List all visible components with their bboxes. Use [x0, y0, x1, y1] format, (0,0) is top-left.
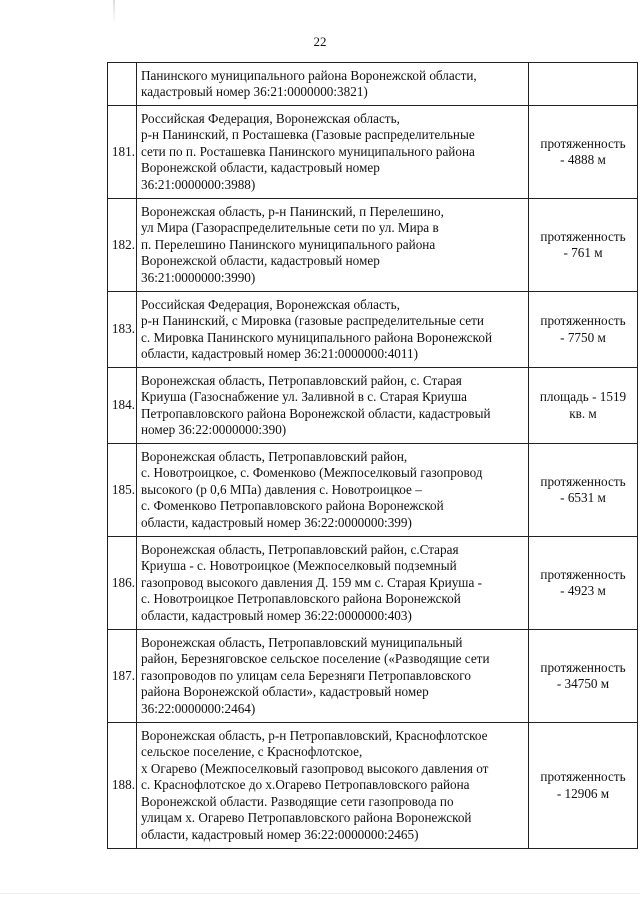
extent-line: - 7750 м: [560, 329, 606, 345]
description-line: кадастровый номер 36:21:0000000:3821): [141, 84, 368, 99]
description-line: Воронежская область, Петропавловский район,: [141, 448, 408, 464]
description-line: области, кадастровый номер 36:21:0000000:4011): [141, 345, 418, 361]
property-description-cell: [137, 630, 529, 723]
row-number: 186.: [108, 537, 137, 630]
extent-line: - 34750 м: [556, 676, 610, 691]
extent-line: протяженность: [540, 473, 626, 489]
table-row: [108, 63, 638, 106]
row-number: 184.: [108, 368, 137, 444]
description-line: Воронежской области, кадастровый номер: [141, 160, 380, 176]
property-description-cell: [137, 723, 529, 849]
property-extent-cell: [529, 630, 638, 723]
extent-line: протяженность: [540, 769, 626, 785]
registry-table-body: [108, 63, 638, 849]
property-extent-cell: [529, 368, 638, 444]
extent-line: площадь - 1519: [539, 389, 627, 405]
extent-line: - 12906 м: [556, 785, 610, 801]
description-line: Криуша - с. Новотроицкое (Межпоселковый подземный: [141, 558, 457, 574]
description-line: Воронежская область, р-н Петропавловский, Краснофлотское: [141, 728, 488, 744]
description-line: Российская Федерация, Воронежская область,: [141, 296, 400, 312]
description-line: п. Перелешино Панинского муниципального района: [141, 236, 436, 252]
description-line: Воронежская область, Петропавловский район, с.Старая: [141, 541, 459, 557]
row-number: [108, 63, 137, 106]
extent-line: - 761 м: [563, 245, 603, 260]
row-number: 183.: [108, 292, 137, 368]
description-line: области, кадастровый номер 36:22:0000000:399): [141, 514, 412, 530]
description-line: номер 36:22:0000000:390): [141, 421, 287, 437]
table-row: [108, 106, 638, 199]
description-line: район, Березняговское сельское поселение («Разводящие сети: [141, 651, 490, 667]
table-row: [108, 444, 638, 537]
property-extent-cell: [529, 444, 638, 537]
description-line: сельское поселение, с Краснофлотское,: [141, 744, 363, 760]
extent-line: протяженность: [540, 659, 626, 675]
description-line: 36:21:0000000:3990): [141, 269, 256, 285]
scan-artifact-line: [0, 893, 640, 894]
extent-line: протяженность: [540, 566, 626, 582]
description-line: области, кадастровый номер 36:22:0000000:403): [141, 607, 412, 623]
row-number: 185.: [108, 444, 137, 537]
description-line: района Воронежской области», кадастровый номер: [141, 684, 429, 700]
page-number: 22: [313, 34, 327, 49]
property-registry-table: [107, 62, 638, 849]
table-row: [108, 199, 638, 292]
property-description-cell: [137, 444, 529, 537]
description-line: с. Новотроицкое Петропавловского района Воронежской: [141, 591, 461, 607]
property-extent-cell: [529, 106, 638, 199]
property-extent-cell: [529, 63, 638, 106]
description-line: Воронежская область, р-н Панинский, п Перелешино,: [141, 203, 444, 219]
table-row: [108, 292, 638, 368]
row-number: 181.: [108, 106, 137, 199]
description-line: высокого (р 0,6 МПа) давления с. Новотроицкое –: [141, 481, 422, 497]
description-line: Российская Федерация, Воронежская область,: [141, 110, 400, 126]
description-line: х Огарево (Межпоселковый газопровод высокого давления от: [141, 760, 489, 776]
description-line: с. Краснофлотское до х.Огарево Петропавловского района: [141, 777, 470, 793]
description-line: Панинского муниципального района Воронежской области,: [141, 67, 477, 83]
table-row: [108, 630, 638, 723]
description-line: 36:22:0000000:2464): [141, 700, 256, 716]
property-extent-cell: [529, 292, 638, 368]
extent-line: протяженность: [540, 228, 626, 244]
description-line: Воронежской области. Разводящие сети газопровода по: [141, 793, 454, 809]
extent-line: кв. м: [569, 405, 597, 421]
property-extent-cell: [529, 199, 638, 292]
table-row: [108, 368, 638, 444]
property-description-cell: [137, 106, 529, 199]
description-line: Петропавловского района Воронежской области, кадастровый: [141, 405, 491, 421]
property-extent-cell: [529, 537, 638, 630]
description-line: сети по п. Росташевка Панинского муниципального района: [141, 143, 475, 159]
property-description-cell: [137, 63, 529, 106]
description-line: р-н Панинский, с Мировка (газовые распределительные сети: [141, 313, 484, 329]
extent-line: протяженность: [540, 313, 626, 329]
description-line: р-н Панинский, п Росташевка (Газовые распределительные: [141, 127, 475, 143]
property-description-cell: [137, 199, 529, 292]
description-line: Воронежская область, Петропавловский район, с. Старая: [141, 372, 462, 388]
description-line: Воронежская область, Петропавловский муниципальный: [141, 634, 463, 650]
property-description-cell: [137, 292, 529, 368]
description-line: с. Новотроицкое, с. Фоменково (Межпоселковый газопровод: [141, 465, 483, 481]
extent-line: протяженность: [540, 135, 626, 151]
row-number: 182.: [108, 199, 137, 292]
extent-line: - 6531 м: [560, 490, 606, 505]
description-line: газопровод высокого давления Д. 159 мм с. Старая Криуша -: [141, 574, 482, 590]
description-line: газопроводов по улицам села Березняги Петропавловского: [141, 667, 471, 683]
description-line: с. Фоменково Петропавловского района Воронежской: [141, 498, 444, 514]
property-description-cell: [137, 368, 529, 444]
property-extent-cell: [529, 723, 638, 849]
description-line: улицам х. Огарево Петропавловского района Воронежской: [141, 810, 472, 826]
table-row: [108, 723, 638, 849]
scan-artifact-mark: [113, 0, 115, 24]
description-line: Криуша (Газоснабжение ул. Заливной в с. Старая Криуша: [141, 389, 468, 405]
row-number: 188.: [108, 723, 137, 849]
extent-line: - 4888 м: [560, 152, 606, 167]
description-line: ул Мира (Газораспределительные сети по ул. Мира в: [141, 220, 439, 236]
table-row: [108, 537, 638, 630]
extent-line: - 4923 м: [560, 583, 606, 598]
row-number: 187.: [108, 630, 137, 723]
description-line: области, кадастровый номер 36:22:0000000:2465): [141, 826, 419, 842]
property-description-cell: [137, 537, 529, 630]
description-line: 36:21:0000000:3988): [141, 176, 256, 192]
description-line: с. Мировка Панинского муниципального района Воронежской: [141, 329, 493, 345]
description-line: Воронежской области, кадастровый номер: [141, 253, 380, 269]
